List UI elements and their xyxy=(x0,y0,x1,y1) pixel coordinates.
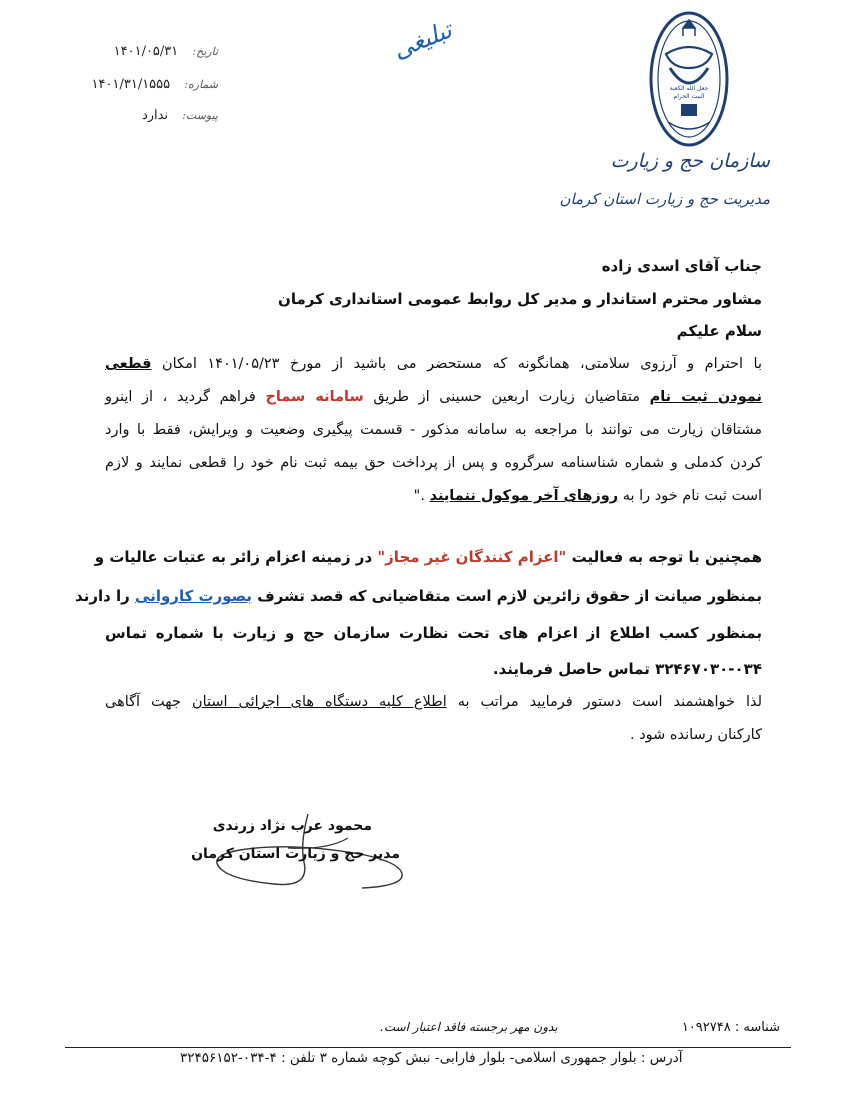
emphasis-last-days: روزهای آخر موکول ننمایند xyxy=(429,488,619,504)
para2-text: بمنظور صیانت از حقوق زائرین لازم است متقاضیانی که قصد تشرف xyxy=(252,587,762,605)
date-label: تاریخ: xyxy=(192,45,218,58)
signatory-name: محمود عرب نژاد زرندی xyxy=(212,818,372,834)
para1-text: متقاضیان زیارت اربعین حسینی از طریق xyxy=(363,389,650,405)
para1-text: فراهم گردید ، از اینرو xyxy=(105,389,266,405)
para1-text: با احترام و آرزوی سلامتی، همانگونه که مستحضر می باشید از مورخ ۱۴۰۱/۰۵/۲۳ امکان xyxy=(151,356,762,372)
para3-line2: کارکنان رسانده شود . xyxy=(629,727,762,743)
para3-text: جهت آگاهی xyxy=(105,694,192,710)
validity-note: بدون مهر برجسته فاقد اعتبار است. xyxy=(380,1020,558,1034)
letter-date: ۱۴۰۱/۰۵/۳۱ xyxy=(113,44,179,59)
attachment-row xyxy=(142,108,218,123)
organization-subtitle: مدیریت حج و زیارت استان کرمان xyxy=(559,190,770,208)
para2-line3: بمنظور کسب اطلاع از اعزام های تحت نظارت سازمان حج و زیارت با شماره تماس xyxy=(105,624,762,642)
organization-name: سازمان حج و زیارت xyxy=(610,150,770,172)
para1-text: ." xyxy=(413,488,430,504)
letter-number: ۱۴۰۱/۳۱/۱۵۵۵ xyxy=(91,77,171,92)
emphasis-final: قطعی xyxy=(105,356,152,372)
handwritten-mark: تبلیغی xyxy=(388,15,456,65)
para1-line3: مشتاقان زیارت می توانند با مراجعه به سامانه مذکور - قسمت پیگیری وضعیت و ویرایش، فقط با وارد xyxy=(105,422,762,438)
para1-line4: کردن کدملی و شماره شناسنامه سرگروه و پس از پرداخت حق بیمه ثبت نام خود را قطعی نمایند و لازم xyxy=(105,455,762,471)
emphasis-registration: نمودن ثبت نام xyxy=(649,389,762,405)
footer-divider xyxy=(65,1047,791,1048)
greeting: سلام علیکم xyxy=(676,322,762,340)
emphasis-unauthorized: "اعزام کنندگان غیر مجاز" xyxy=(377,548,567,566)
signatory-title: مدیر حج و زیارت استان کرمان xyxy=(191,846,400,862)
para2-line1 xyxy=(94,548,762,566)
para3-line1 xyxy=(105,694,762,710)
para2-line2 xyxy=(75,587,762,605)
emphasis-agencies: اطلاع کلیه دستگاه های اجرائی استان xyxy=(191,694,447,710)
hajj-organization-logo xyxy=(648,10,730,148)
para1-text: است ثبت نام خود را به xyxy=(618,488,762,504)
svg-text:جعل الله الکعبة: جعل الله الکعبة xyxy=(669,85,709,92)
number-row xyxy=(92,77,218,92)
footer-address: آدرس : بلوار جمهوری اسلامی- بلوار فارابی- نبش کوچه شماره ۳ تلفن : ۴-۰۳۴-۳۲۴۵۶۱۵۲ xyxy=(180,1050,683,1066)
para2-text: را دارند xyxy=(75,587,136,605)
para1-line2 xyxy=(105,389,762,405)
attachment-label: پیوست: xyxy=(182,109,218,122)
number-label: شماره: xyxy=(184,78,218,91)
para2-text: در زمینه اعزام زائر به عتبات عالیات و xyxy=(94,548,378,566)
addressee-name: جناب آقای اسدی زاده xyxy=(601,257,762,275)
date-row xyxy=(114,44,218,59)
document-id xyxy=(682,1020,780,1035)
para2-line4: ۳۲۴۶۷۰۳۰-۰۳۴ تماس حاصل فرمایند. xyxy=(492,660,762,678)
emphasis-caravan: بصورت کاروانی xyxy=(135,587,253,605)
samah-system-link: سامانه سماح xyxy=(265,389,364,405)
para2-text: همچنین با توجه به فعالیت xyxy=(566,548,762,566)
id-label: شناسه : xyxy=(734,1020,780,1035)
attachment-value: ندارد xyxy=(141,108,169,123)
para1-line5 xyxy=(414,488,762,504)
id-value: ۱۰۹۲۷۴۸ xyxy=(681,1020,731,1035)
svg-text:البیت الحرام: البیت الحرام xyxy=(673,93,705,100)
para1-line1 xyxy=(105,356,762,372)
addressee-title: مشاور محترم استاندار و مدیر کل روابط عمومی استانداری کرمان xyxy=(278,290,762,308)
para3-text: لذا خواهشمند است دستور فرمایید مراتب به xyxy=(446,694,763,710)
